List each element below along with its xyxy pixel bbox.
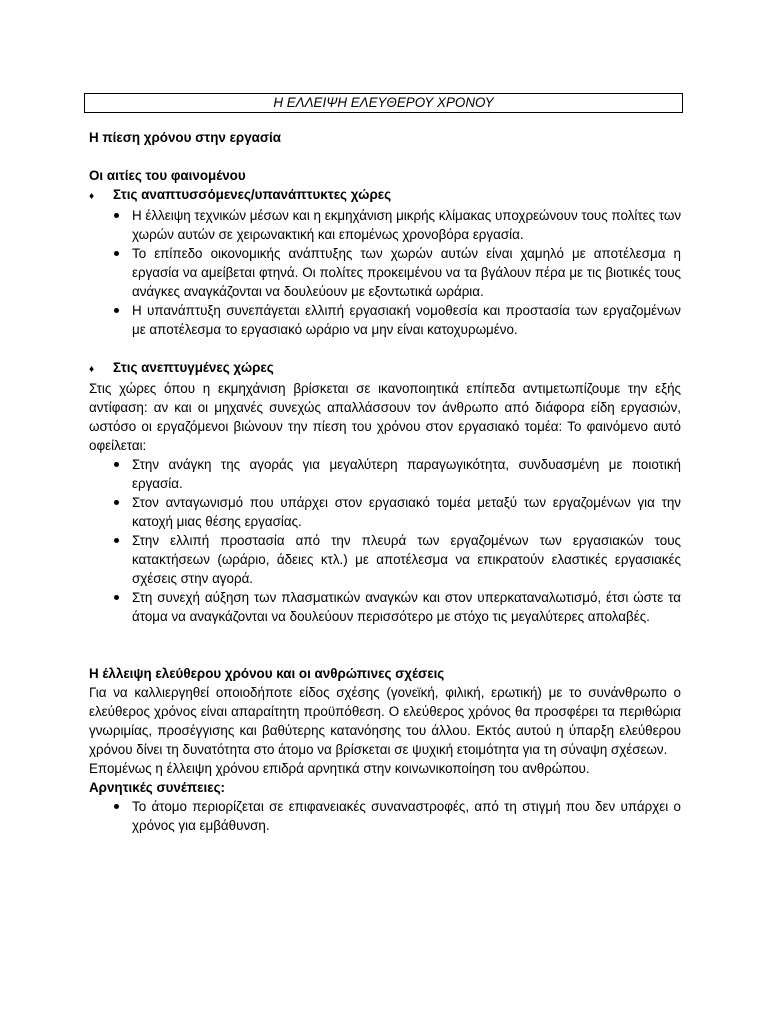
section-heading-time-pressure: Η πίεση χρόνου στην εργασία (89, 130, 282, 145)
diamond-bullet-icon: ♦ (89, 191, 95, 202)
developed-heading-text: Στις ανεπτυγμένες χώρες (113, 360, 274, 375)
document-title: Η ΕΛΛΕΙΨΗ ΕΛΕΥΘΕΡΟΥ ΧΡΟΝΟΥ (84, 93, 683, 113)
consequence-paragraph: Επομένως η έλλειψη χρόνου επιδρά αρνητικά στην κοινωνικοποίηση του ανθρώπου. (89, 761, 590, 776)
bullet-icon (114, 595, 119, 600)
developed-countries-heading (89, 358, 681, 379)
developing-heading-text: Στις αναπτυσσόμενες/υπανάπτυκτες χώρες (113, 187, 392, 202)
developed-intro-paragraph: Στις χώρες όπου η εκμηχάνιση βρίσκεται σε ικανοποιητικά επίπεδα αντιμετωπίζουμε την εξής αντίφαση: αν και οι μηχανές συνεχώς απαλλάσσουν τον άνθρωπο από διάφορα είδη εργασιών, ωστόσο οι εργαζόμενοι βιώνουν την πίεση του χρόνου στον εργασιακό τομέα: Το φαινόμενο αυτό οφείλεται: (89, 381, 681, 453)
list-item: Η έλλειψη τεχνικών μέσων και η εκμηχάνιση μικρής κλίμακας υποχρεώνουν τους πολίτες των χωρών αυτών σε χειρωνακτική και επομένως χρονοβόρα εργασία. (89, 206, 681, 244)
developed-causes-list (89, 455, 681, 626)
bullet-icon (114, 538, 119, 543)
list-item: Το επίπεδο οικονομικής ανάπτυξης των χωρών αυτών είναι χαμηλό με αποτέλεσμα η εργασία να αμείβεται φτηνά. Οι πολίτες προκειμένου να τα βγάλουν πέρα με τις βιοτικές τους ανάγκες αναγκάζονται να δουλεύουν με εξοντωτικά ωράρια. (89, 244, 681, 301)
relationships-paragraph: Για να καλλιεργηθεί οποιοδήποτε είδος σχέσης (γονεϊκή, φιλική, ερωτική) με το συνάνθρωπο ο ελεύθερος χρόνος είναι απαραίτητη προϋπόθεση. Ο ελεύθερος χρόνος θα προσφέρει τα περιθώρια γνωριμίας, προσέγγισης και βαθύτερης κατανόησης του άλλου. Εκτός αυτού η ύπαρξη ελεύθερου χρόνου δίνει τη δυνατότητα στο άτομο να βρίσκεται σε ψυχική ετοιμότητα για τη σύναψη σχέσεων. (89, 685, 681, 757)
negative-consequences-heading: Αρνητικές συνέπειες: (89, 780, 226, 795)
list-item: Το άτομο περιορίζεται σε επιφανειακές συναναστροφές, από τη στιγμή που δεν υπάρχει ο χρόνος για εμβάθυνση. (89, 797, 681, 835)
document-body (89, 95, 681, 835)
list-item: Στην ανάγκη της αγοράς για μεγαλύτερη παραγωγικότητα, συνδυασμένη με ποιοτική εργασία. (89, 455, 681, 493)
list-item: Στην ελλιπή προστασία από την πλευρά των εργαζομένων των εργασιακών τους κατακτήσεων (ωράριο, άδειες κτλ.) με αποτέλεσμα να επικρατούν ελαστικές εργασιακές σχέσεις στην αγορά. (89, 531, 681, 588)
bullet-icon (114, 308, 119, 313)
list-item: Στη συνεχή αύξηση των πλασματικών αναγκών και στον υπερκαταναλωτισμό, έτσι ώστε τα άτομα να αναγκάζονται να δουλεύουν περισσότερο με στόχο τις μεγαλύτερες απολαβές. (89, 588, 681, 626)
bullet-icon (114, 213, 119, 218)
developing-causes-list (89, 206, 681, 339)
negative-consequences-list (89, 797, 681, 835)
list-item: Η υπανάπτυξη συνεπάγεται ελλιπή εργασιακή νομοθεσία και προστασία των εργαζομένων με αποτέλεσμα το εργασιακό ωράριο να μην είναι κατοχυρωμένο. (89, 301, 681, 339)
bullet-icon (114, 500, 119, 505)
bullet-icon (114, 804, 119, 809)
bullet-icon (114, 462, 119, 467)
diamond-bullet-icon: ♦ (89, 364, 95, 375)
bullet-icon (114, 251, 119, 256)
developing-countries-heading (89, 185, 681, 206)
list-item: Στον ανταγωνισμό που υπάρχει στον εργασιακό τομέα μεταξύ των εργαζομένων για την κατοχή μιας θέσης εργασίας. (89, 493, 681, 531)
section-heading-relationships: Η έλλειψη ελεύθερου χρόνου και οι ανθρώπινες σχέσεις (89, 666, 445, 681)
causes-heading: Οι αιτίες του φαινομένου (89, 168, 246, 183)
